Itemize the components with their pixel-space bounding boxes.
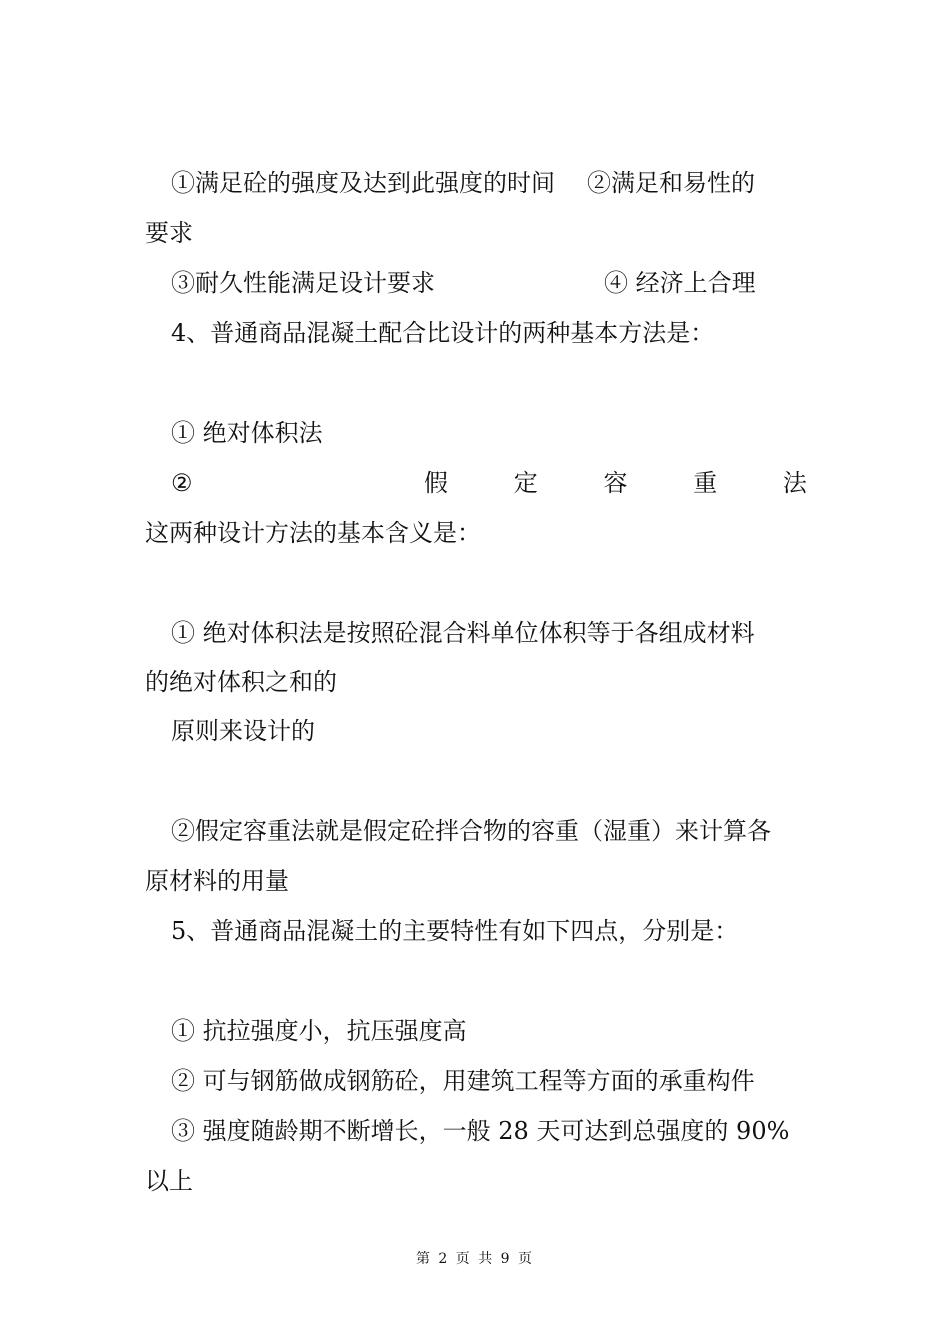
definition-line: ②假定容重法就是假定砼拌合物的容重（湿重）来计算各 bbox=[171, 817, 771, 845]
method-char: 容 bbox=[603, 469, 628, 497]
requirement-durability: ③耐久性能满足设计要求 bbox=[171, 269, 435, 297]
feature-item: ② 可与钢筋做成钢筋砼，用建筑工程等方面的承重构件 bbox=[171, 1067, 755, 1095]
definition-line: 原材料的用量 bbox=[145, 867, 289, 895]
definition-line: 的绝对体积之和的 bbox=[145, 668, 337, 696]
requirement-workability: ②满足和易性的 bbox=[587, 169, 755, 197]
requirement-economy: ④ 经济上合理 bbox=[604, 269, 756, 297]
requirement-strength: ①满足砼的强度及达到此强度的时间 bbox=[171, 169, 555, 197]
method-item: ① 绝对体积法 bbox=[171, 419, 323, 447]
feature-item: ① 抗拉强度小，抗压强度高 bbox=[171, 1017, 467, 1045]
method-char: 重 bbox=[693, 469, 718, 497]
definition-line: 原则来设计的 bbox=[171, 717, 315, 745]
definition-line: ① 绝对体积法是按照砼混合料单位体积等于各组成材料 bbox=[171, 619, 755, 647]
question-heading: 4、普通商品混凝土配合比设计的两种基本方法是： bbox=[171, 319, 715, 347]
paragraph-line: 要求 bbox=[145, 219, 193, 247]
method-char: 定 bbox=[513, 469, 538, 497]
page-footer: 第 2 页 共 9 页 bbox=[415, 1251, 535, 1267]
method-item-spread bbox=[171, 468, 807, 498]
feature-item: ③ 强度随龄期不断增长，一般 28 天可达到总强度的 90% bbox=[171, 1117, 790, 1145]
method-char: 法 bbox=[782, 469, 807, 497]
paragraph-line bbox=[171, 268, 807, 298]
method-char: 假 bbox=[423, 469, 448, 497]
feature-item: 以上 bbox=[145, 1167, 193, 1195]
paragraph-line bbox=[171, 168, 807, 198]
paragraph-line: 这两种设计方法的基本含义是： bbox=[145, 519, 481, 547]
question-heading: 5、普通商品混凝土的主要特性有如下四点，分别是： bbox=[171, 917, 739, 945]
method-number: ② bbox=[171, 469, 193, 497]
